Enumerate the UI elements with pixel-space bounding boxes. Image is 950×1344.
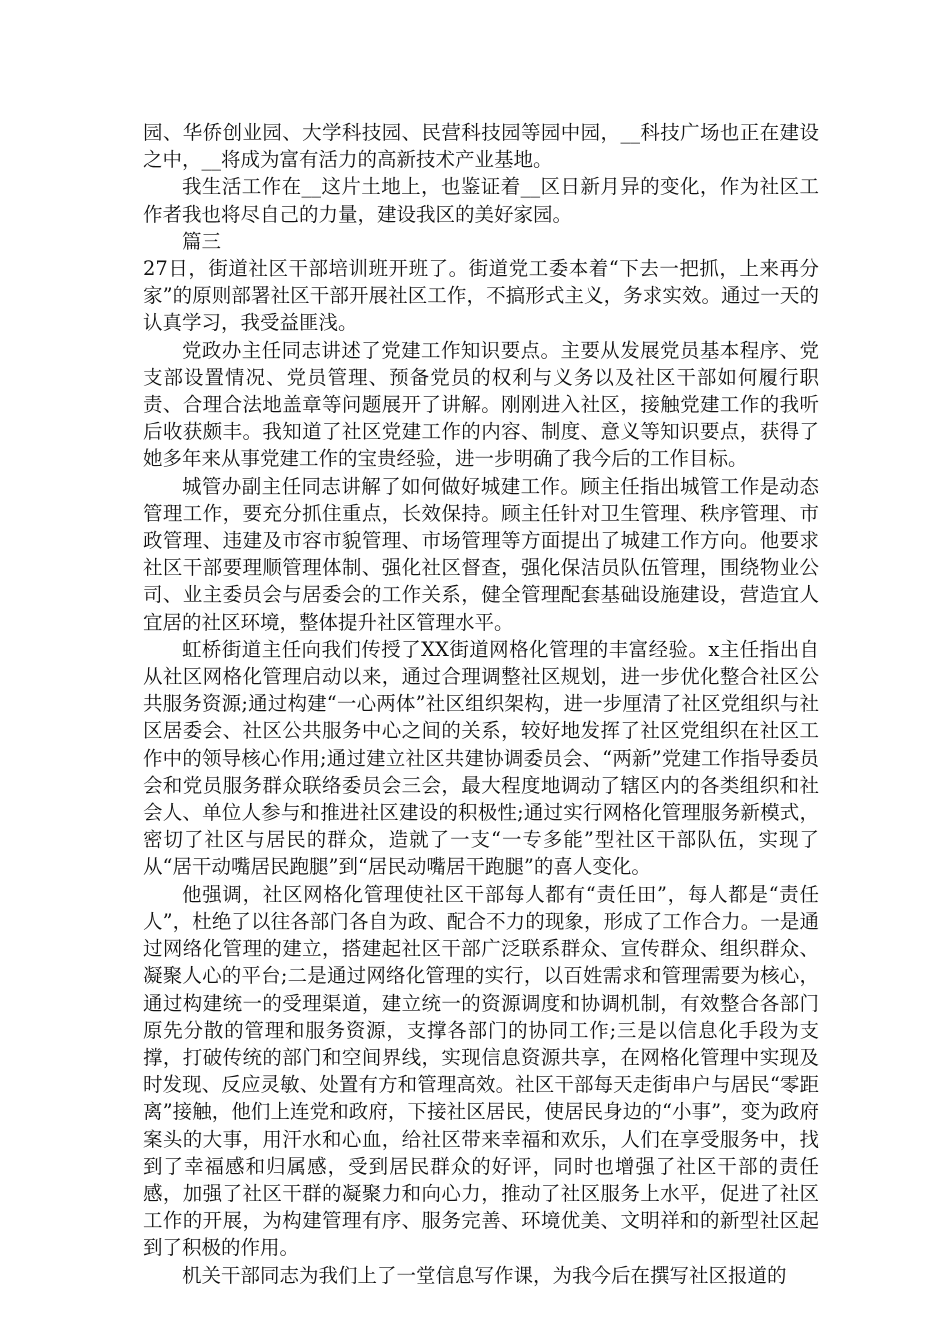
document-body [143,119,819,1289]
paragraph-training-opening: 27日，街道社区干部培训班开班了。街道党工委本着“下去一把抓，上来再分家”的原则部署社区干部开展社区工作，不搞形式主义，务求实效。通过一天的认真学习，我受益匪浅。 [143,257,819,335]
paragraph-grid-management: 虹桥街道主任向我们传授了XX街道网格化管理的丰富经验。x主任指出自从社区网格化管理启动以来，通过合理调整社区规划，进一步优化整合社区公共服务资源;通过构建“一心两体”社区组织架构，进一步厘清了社区党组织与社区居委会、社区公共服务中心之间的关系，较好地发挥了社区党组织在社区工作中的领导核心作用;通过建立社区共建协调委员会、“两新”党建工作指导委员会和党员服务群众联络委员会三会，最大程度地调动了辖区内的各类组织和社会人、单位人参与和推进社区建设的积极性;通过实行网格化管理服务新模式，密切了社区与居民的群众，造就了一支“一专多能”型社区干部队伍，实现了从“居干动嘴居民跑腿”到“居民动嘴居干跑腿”的喜人变化。 [143,637,819,879]
section-heading-part-three: 篇三 [182,229,222,253]
paragraph-hometown: 我生活工作在__这片土地上，也鉴证着__区日新月异的变化，作为社区工作者我也将尽自己的力量，建设我区的美好家园。 [143,175,819,226]
paragraph-continuation: 园、华侨创业园、大学科技园、民营科技园等园中园，__科技广场也正在建设之中，__将成为富有活力的高新技术产业基地。 [143,121,819,172]
paragraph-writing-class: 机关干部同志为我们上了一堂信息写作课，为我今后在撰写社区报道的 [182,1263,787,1287]
paragraph-party-building: 党政办主任同志讲述了党建工作知识要点。主要从发展党员基本程序、党支部设置情况、党员管理、预备党员的权利与义务以及社区干部如何履行职责、合理合法地盖章等问题展开了讲解。刚刚进入社区，接触党建工作的我听后收获颇丰。我知道了社区党建工作的内容、制度、意义等知识要点，获得了她多年来从事党建工作的宝贵经验，进一步明确了我今后的工作目标。 [143,338,819,471]
paragraph-emphasis: 他强调，社区网格化管理使社区干部每人都有“责任田”，每人都是“责任人”，杜绝了以往各部门各自为政、配合不力的现象，形成了工作合力。一是通过网络化管理的建立，搭建起社区干部广泛联系群众、宣传群众、组织群众、凝聚人心的平台;二是通过网络化管理的实行，以百姓需求和管理需要为核心，通过构建统一的受理渠道，建立统一的资源调度和协调机制，有效整合各部门原先分散的管理和服务资源，支撑各部门的协同工作;三是以信息化手段为支撑，打破传统的部门和空间界线，实现信息资源共享，在网格化管理中实现及时发现、反应灵敏、处置有方和管理高效。社区干部每天走街串户与居民“零距离”接触，他们上连党和政府，下接社区居民，使居民身边的“小事”，变为政府案头的大事，用汗水和心血，给社区带来幸福和欢乐，人们在享受服务中，找到了幸福感和归属感，受到居民群众的好评，同时也增强了社区干部的责任感，加强了社区干群的凝聚力和向心力，推动了社区服务上水平，促进了社区工作的开展，为构建管理有序、服务完善、环境优美、文明祥和的新型社区起到了积极的作用。 [143,882,819,1260]
paragraph-urban-management: 城管办副主任同志讲解了如何做好城建工作。顾主任指出城管工作是动态管理工作，要充分抓住重点，长效保持。顾主任针对卫生管理、秩序管理、市政管理、违建及市容市貌管理、市场管理等方面提出了城建工作方向。他要求社区干部要理顺管理体制、强化社区督查，强化保洁员队伍管理，围绕物业公司、业主委员会与居委会的工作关系，健全管理配套基础设施建设，营造宜人宜居的社区环境，整体提升社区管理水平。 [143,474,819,634]
